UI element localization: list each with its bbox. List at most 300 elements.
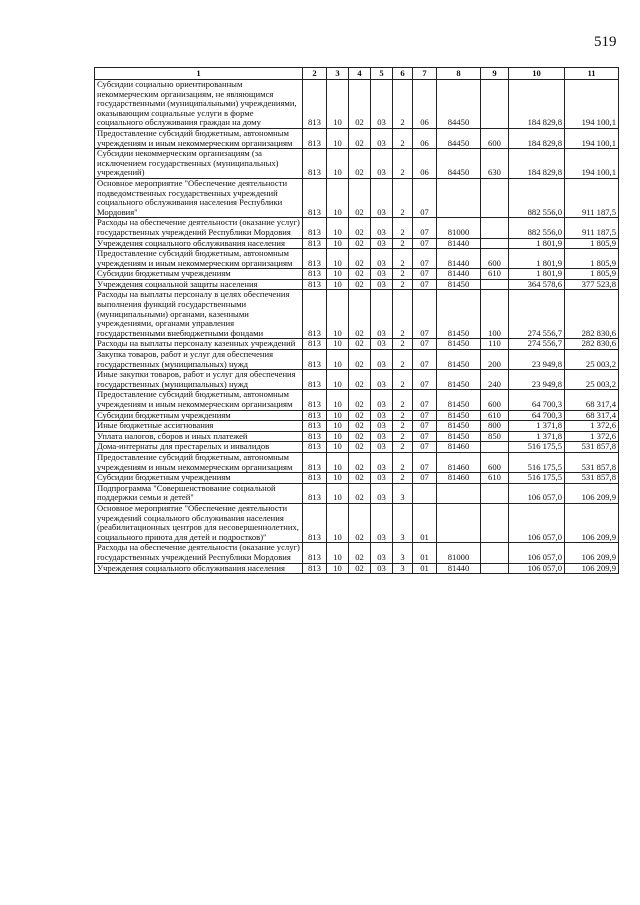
cell-section: 10 — [327, 473, 349, 484]
column-header: 10 — [509, 68, 565, 80]
cell-section: 10 — [327, 350, 349, 370]
cell-amount-year2: 25 003,2 — [565, 370, 619, 390]
table-row — [95, 80, 619, 129]
cell-expense-type: 600 — [481, 452, 509, 472]
cell-expense-type: 610 — [481, 269, 509, 280]
cell-subsection: 02 — [349, 218, 371, 238]
column-header: 4 — [349, 68, 371, 80]
cell-amount-year1: 184 829,8 — [509, 80, 565, 129]
cell-subsection: 02 — [349, 410, 371, 421]
cell-amount-year2: 106 209,9 — [565, 503, 619, 542]
cell-amount-year2: 194 100,1 — [565, 80, 619, 129]
cell-expense-type — [481, 563, 509, 574]
cell-ministry: 813 — [303, 442, 327, 453]
row-name: Субсидии бюджетным учреждениям — [95, 410, 303, 421]
cell-expense-type — [481, 279, 509, 290]
cell-ministry: 813 — [303, 483, 327, 503]
cell-program: 03 — [371, 149, 393, 179]
cell-ministry: 813 — [303, 350, 327, 370]
cell-event: 01 — [413, 503, 437, 542]
cell-amount-year1: 64 700,3 — [509, 390, 565, 410]
cell-event: 07 — [413, 350, 437, 370]
table-row — [95, 410, 619, 421]
cell-program: 03 — [371, 390, 393, 410]
cell-subsection: 02 — [349, 543, 371, 563]
row-name: Субсидии бюджетным учреждениям — [95, 473, 303, 484]
cell-subprogram: 2 — [393, 370, 413, 390]
cell-subsection: 02 — [349, 249, 371, 269]
cell-section: 10 — [327, 218, 349, 238]
table-row — [95, 279, 619, 290]
cell-amount-year2: 106 209,9 — [565, 543, 619, 563]
cell-subprogram: 2 — [393, 410, 413, 421]
cell-event: 07 — [413, 370, 437, 390]
cell-program: 03 — [371, 370, 393, 390]
cell-ministry: 813 — [303, 503, 327, 542]
cell-subsection: 02 — [349, 442, 371, 453]
cell-event: 07 — [413, 339, 437, 350]
cell-subsection: 02 — [349, 503, 371, 542]
cell-subprogram: 2 — [393, 452, 413, 472]
cell-subprogram: 3 — [393, 563, 413, 574]
cell-section: 10 — [327, 483, 349, 503]
cell-program: 03 — [371, 543, 393, 563]
cell-subprogram: 2 — [393, 149, 413, 179]
cell-program: 03 — [371, 249, 393, 269]
cell-event: 01 — [413, 563, 437, 574]
cell-section: 10 — [327, 339, 349, 350]
row-name: Расходы на обеспечение деятельности (оказание услуг) государственных учреждений Республики Мордовия — [95, 543, 303, 563]
cell-event: 07 — [413, 452, 437, 472]
column-header: 3 — [327, 68, 349, 80]
cell-subsection: 02 — [349, 128, 371, 148]
cell-direction: 81450 — [437, 421, 481, 432]
row-name: Субсидии некоммерческим организациям (за исключением государственных (муниципальных) учреждений) — [95, 149, 303, 179]
cell-direction: 81450 — [437, 279, 481, 290]
cell-direction: 81450 — [437, 290, 481, 339]
cell-ministry: 813 — [303, 249, 327, 269]
row-name: Дома-интернаты для престарелых и инвалидов — [95, 442, 303, 453]
cell-ministry: 813 — [303, 431, 327, 442]
cell-direction — [437, 503, 481, 542]
cell-subsection: 02 — [349, 350, 371, 370]
cell-subsection: 02 — [349, 269, 371, 280]
table-row — [95, 421, 619, 432]
cell-program: 03 — [371, 128, 393, 148]
cell-event: 07 — [413, 269, 437, 280]
table-body — [95, 80, 619, 574]
cell-direction: 81440 — [437, 238, 481, 249]
cell-ministry: 813 — [303, 290, 327, 339]
cell-subprogram: 2 — [393, 290, 413, 339]
cell-amount-year1: 64 700,3 — [509, 410, 565, 421]
cell-ministry: 813 — [303, 452, 327, 472]
page-number: 519 — [594, 34, 617, 50]
cell-amount-year2: 911 187,5 — [565, 178, 619, 217]
row-name: Субсидии бюджетным учреждениям — [95, 269, 303, 280]
cell-event: 07 — [413, 290, 437, 339]
cell-amount-year2: 1 805,9 — [565, 249, 619, 269]
cell-subprogram: 2 — [393, 431, 413, 442]
cell-direction: 81450 — [437, 350, 481, 370]
cell-amount-year1: 23 949,8 — [509, 350, 565, 370]
table-row — [95, 339, 619, 350]
row-name: Учреждения социального обслуживания населения — [95, 238, 303, 249]
cell-event: 06 — [413, 80, 437, 129]
cell-section: 10 — [327, 410, 349, 421]
cell-amount-year2: 68 317,4 — [565, 410, 619, 421]
cell-section: 10 — [327, 452, 349, 472]
cell-amount-year2: 531 857,8 — [565, 442, 619, 453]
budget-table — [94, 67, 619, 574]
table-row — [95, 452, 619, 472]
cell-expense-type: 610 — [481, 410, 509, 421]
cell-expense-type: 200 — [481, 350, 509, 370]
cell-direction: 81440 — [437, 249, 481, 269]
cell-expense-type — [481, 238, 509, 249]
cell-program: 03 — [371, 473, 393, 484]
cell-direction: 81450 — [437, 370, 481, 390]
cell-subsection: 02 — [349, 279, 371, 290]
cell-subprogram: 2 — [393, 269, 413, 280]
cell-program: 03 — [371, 238, 393, 249]
cell-event — [413, 483, 437, 503]
cell-subprogram: 2 — [393, 350, 413, 370]
cell-amount-year1: 516 175,5 — [509, 452, 565, 472]
cell-event: 06 — [413, 149, 437, 179]
row-name: Предоставление субсидий бюджетным, автономным учреждениям и иным некоммерческим организациям — [95, 452, 303, 472]
cell-section: 10 — [327, 249, 349, 269]
cell-subsection: 02 — [349, 483, 371, 503]
cell-amount-year2: 1 805,9 — [565, 238, 619, 249]
cell-expense-type: 630 — [481, 149, 509, 179]
cell-section: 10 — [327, 238, 349, 249]
cell-program: 03 — [371, 431, 393, 442]
cell-amount-year1: 1 801,9 — [509, 269, 565, 280]
cell-amount-year1: 274 556,7 — [509, 290, 565, 339]
cell-subsection: 02 — [349, 149, 371, 179]
cell-direction: 81460 — [437, 442, 481, 453]
column-header: 5 — [371, 68, 393, 80]
table-row — [95, 218, 619, 238]
table-row — [95, 350, 619, 370]
cell-amount-year1: 106 057,0 — [509, 543, 565, 563]
row-name: Расходы на выплаты персоналу казенных учреждений — [95, 339, 303, 350]
cell-subsection: 02 — [349, 80, 371, 129]
cell-event: 06 — [413, 128, 437, 148]
cell-direction: 81450 — [437, 431, 481, 442]
cell-subsection: 02 — [349, 290, 371, 339]
row-name: Расходы на обеспечение деятельности (оказание услуг) государственных учреждений Республики Мордовия — [95, 218, 303, 238]
table-row — [95, 431, 619, 442]
cell-amount-year1: 184 829,8 — [509, 149, 565, 179]
table-row — [95, 128, 619, 148]
cell-subsection: 02 — [349, 452, 371, 472]
row-name: Учреждения социальной защиты населения — [95, 279, 303, 290]
cell-ministry: 813 — [303, 149, 327, 179]
cell-subprogram: 2 — [393, 442, 413, 453]
cell-expense-type: 610 — [481, 473, 509, 484]
cell-amount-year1: 106 057,0 — [509, 503, 565, 542]
cell-ministry: 813 — [303, 543, 327, 563]
cell-ministry: 813 — [303, 279, 327, 290]
column-header: 7 — [413, 68, 437, 80]
cell-subsection: 02 — [349, 473, 371, 484]
cell-section: 10 — [327, 503, 349, 542]
cell-subsection: 02 — [349, 370, 371, 390]
cell-direction: 81000 — [437, 543, 481, 563]
cell-program: 03 — [371, 339, 393, 350]
cell-event: 07 — [413, 218, 437, 238]
column-header: 1 — [95, 68, 303, 80]
cell-section: 10 — [327, 431, 349, 442]
cell-ministry: 813 — [303, 238, 327, 249]
table-row — [95, 483, 619, 503]
cell-subprogram: 3 — [393, 543, 413, 563]
table-row — [95, 149, 619, 179]
cell-amount-year1: 184 829,8 — [509, 128, 565, 148]
table-row — [95, 269, 619, 280]
cell-amount-year2: 531 857,8 — [565, 452, 619, 472]
cell-section: 10 — [327, 421, 349, 432]
cell-subprogram: 2 — [393, 238, 413, 249]
cell-amount-year1: 106 057,0 — [509, 483, 565, 503]
cell-subsection: 02 — [349, 238, 371, 249]
cell-section: 10 — [327, 149, 349, 179]
cell-subsection: 02 — [349, 421, 371, 432]
cell-direction — [437, 483, 481, 503]
cell-amount-year2: 377 523,8 — [565, 279, 619, 290]
cell-section: 10 — [327, 279, 349, 290]
row-name: Предоставление субсидий бюджетным, автономным учреждениям и иным некоммерческим организациям — [95, 128, 303, 148]
cell-program: 03 — [371, 483, 393, 503]
cell-subprogram: 2 — [393, 421, 413, 432]
cell-event: 07 — [413, 238, 437, 249]
cell-section: 10 — [327, 178, 349, 217]
cell-program: 03 — [371, 279, 393, 290]
cell-section: 10 — [327, 80, 349, 129]
table-row — [95, 249, 619, 269]
row-name: Субсидии социально ориентированным некоммерческим организациям, не являющимся государственными (муниципальными) учреждениями, оказывающим социальные услуги в форме социального обслуживания граждан на дому — [95, 80, 303, 129]
cell-ministry: 813 — [303, 128, 327, 148]
cell-direction: 84450 — [437, 128, 481, 148]
row-name: Расходы на выплаты персоналу в целях обеспечения выполнения функций государственными (муниципальными) органами, казенными учреждениями, органами управления государственными внебюджетными фондами — [95, 290, 303, 339]
cell-amount-year2: 1 805,9 — [565, 269, 619, 280]
cell-section: 10 — [327, 269, 349, 280]
cell-expense-type: 600 — [481, 249, 509, 269]
cell-amount-year2: 1 372,6 — [565, 421, 619, 432]
cell-amount-year2: 282 830,6 — [565, 290, 619, 339]
cell-direction: 81450 — [437, 410, 481, 421]
row-name: Основное мероприятие "Обеспечение деятельности подведомственных государственных учреждений социального обслуживания населения Республики Мордовия" — [95, 178, 303, 217]
cell-ministry: 813 — [303, 421, 327, 432]
cell-expense-type — [481, 80, 509, 129]
cell-subsection: 02 — [349, 563, 371, 574]
row-name: Иные бюджетные ассигнования — [95, 421, 303, 432]
cell-subprogram: 3 — [393, 503, 413, 542]
cell-ministry: 813 — [303, 473, 327, 484]
cell-direction — [437, 178, 481, 217]
cell-subprogram: 3 — [393, 483, 413, 503]
cell-amount-year1: 882 556,0 — [509, 178, 565, 217]
cell-expense-type: 600 — [481, 390, 509, 410]
cell-section: 10 — [327, 563, 349, 574]
cell-amount-year1: 1 371,8 — [509, 421, 565, 432]
cell-direction: 81440 — [437, 563, 481, 574]
cell-subprogram: 2 — [393, 249, 413, 269]
cell-subsection: 02 — [349, 390, 371, 410]
cell-program: 03 — [371, 350, 393, 370]
cell-amount-year2: 194 100,1 — [565, 128, 619, 148]
cell-subprogram: 2 — [393, 390, 413, 410]
cell-subprogram: 2 — [393, 339, 413, 350]
cell-ministry: 813 — [303, 410, 327, 421]
table-row — [95, 543, 619, 563]
cell-subprogram: 2 — [393, 80, 413, 129]
cell-amount-year1: 1 801,9 — [509, 249, 565, 269]
cell-program: 03 — [371, 442, 393, 453]
cell-section: 10 — [327, 128, 349, 148]
row-name: Предоставление субсидий бюджетным, автономным учреждениям и иным некоммерческим организациям — [95, 249, 303, 269]
column-header: 9 — [481, 68, 509, 80]
cell-amount-year1: 882 556,0 — [509, 218, 565, 238]
cell-amount-year2: 106 209,9 — [565, 563, 619, 574]
cell-direction: 84450 — [437, 149, 481, 179]
cell-amount-year2: 194 100,1 — [565, 149, 619, 179]
cell-event: 01 — [413, 543, 437, 563]
cell-program: 03 — [371, 80, 393, 129]
row-name: Учреждения социального обслуживания населения — [95, 563, 303, 574]
cell-amount-year1: 23 949,8 — [509, 370, 565, 390]
table-row — [95, 473, 619, 484]
cell-expense-type — [481, 218, 509, 238]
cell-subprogram: 2 — [393, 128, 413, 148]
row-name: Иные закупки товаров, работ и услуг для обеспечения государственных (муниципальных) нужд — [95, 370, 303, 390]
cell-subprogram: 2 — [393, 279, 413, 290]
cell-subsection: 02 — [349, 178, 371, 217]
cell-program: 03 — [371, 269, 393, 280]
cell-expense-type: 800 — [481, 421, 509, 432]
cell-expense-type: 600 — [481, 128, 509, 148]
row-name: Предоставление субсидий бюджетным, автономным учреждениям и иным некоммерческим организациям — [95, 390, 303, 410]
table-row — [95, 442, 619, 453]
row-name: Основное мероприятие "Обеспечение деятельности учреждений социального обслуживания населения (реабилитационных центров для несовершеннолетних, социального приюта для детей и подростков)" — [95, 503, 303, 542]
cell-event: 07 — [413, 178, 437, 217]
cell-expense-type — [481, 483, 509, 503]
cell-direction: 81000 — [437, 218, 481, 238]
cell-program: 03 — [371, 563, 393, 574]
cell-section: 10 — [327, 442, 349, 453]
table-row — [95, 370, 619, 390]
cell-section: 10 — [327, 370, 349, 390]
cell-expense-type — [481, 178, 509, 217]
row-name: Подпрограмма "Совершенствование социальной поддержки семьи и детей" — [95, 483, 303, 503]
cell-amount-year2: 25 003,2 — [565, 350, 619, 370]
cell-ministry: 813 — [303, 269, 327, 280]
cell-subprogram: 2 — [393, 218, 413, 238]
cell-event: 07 — [413, 390, 437, 410]
table-row — [95, 390, 619, 410]
cell-direction: 81460 — [437, 473, 481, 484]
cell-amount-year1: 516 175,5 — [509, 473, 565, 484]
cell-section: 10 — [327, 543, 349, 563]
cell-event: 07 — [413, 442, 437, 453]
column-header: 2 — [303, 68, 327, 80]
cell-program: 03 — [371, 218, 393, 238]
cell-amount-year1: 364 578,6 — [509, 279, 565, 290]
cell-amount-year2: 531 857,8 — [565, 473, 619, 484]
cell-event: 07 — [413, 421, 437, 432]
table-row — [95, 238, 619, 249]
table-row — [95, 290, 619, 339]
cell-ministry: 813 — [303, 339, 327, 350]
cell-direction: 84450 — [437, 80, 481, 129]
cell-event: 07 — [413, 431, 437, 442]
row-name: Уплата налогов, сборов и иных платежей — [95, 431, 303, 442]
cell-amount-year2: 106 209,9 — [565, 483, 619, 503]
cell-amount-year1: 106 057,0 — [509, 563, 565, 574]
cell-direction: 81450 — [437, 390, 481, 410]
cell-event: 07 — [413, 410, 437, 421]
column-header: 6 — [393, 68, 413, 80]
row-name: Закупка товаров, работ и услуг для обеспечения государственных (муниципальных) нужд — [95, 350, 303, 370]
cell-ministry: 813 — [303, 563, 327, 574]
cell-event: 07 — [413, 249, 437, 269]
cell-amount-year2: 911 187,5 — [565, 218, 619, 238]
cell-expense-type: 850 — [481, 431, 509, 442]
table-row — [95, 503, 619, 542]
cell-direction: 81440 — [437, 269, 481, 280]
column-header: 11 — [565, 68, 619, 80]
cell-ministry: 813 — [303, 218, 327, 238]
cell-subprogram: 2 — [393, 473, 413, 484]
table-row — [95, 178, 619, 217]
cell-program: 03 — [371, 178, 393, 217]
cell-direction: 81460 — [437, 452, 481, 472]
cell-event: 07 — [413, 279, 437, 290]
cell-direction: 81450 — [437, 339, 481, 350]
cell-subsection: 02 — [349, 339, 371, 350]
cell-expense-type — [481, 543, 509, 563]
cell-program: 03 — [371, 421, 393, 432]
cell-program: 03 — [371, 503, 393, 542]
cell-amount-year2: 1 372,6 — [565, 431, 619, 442]
cell-amount-year2: 68 317,4 — [565, 390, 619, 410]
column-header: 8 — [437, 68, 481, 80]
cell-amount-year1: 274 556,7 — [509, 339, 565, 350]
cell-amount-year2: 282 830,6 — [565, 339, 619, 350]
cell-ministry: 813 — [303, 370, 327, 390]
cell-amount-year1: 1 801,9 — [509, 238, 565, 249]
cell-section: 10 — [327, 390, 349, 410]
cell-program: 03 — [371, 290, 393, 339]
cell-amount-year1: 1 371,8 — [509, 431, 565, 442]
cell-expense-type: 100 — [481, 290, 509, 339]
cell-expense-type — [481, 503, 509, 542]
table-row — [95, 563, 619, 574]
cell-ministry: 813 — [303, 390, 327, 410]
cell-section: 10 — [327, 290, 349, 339]
cell-ministry: 813 — [303, 178, 327, 217]
cell-program: 03 — [371, 410, 393, 421]
cell-expense-type — [481, 442, 509, 453]
cell-event: 07 — [413, 473, 437, 484]
cell-expense-type: 110 — [481, 339, 509, 350]
cell-amount-year1: 516 175,5 — [509, 442, 565, 453]
cell-ministry: 813 — [303, 80, 327, 129]
table-header-row — [95, 68, 619, 80]
cell-subprogram: 2 — [393, 178, 413, 217]
